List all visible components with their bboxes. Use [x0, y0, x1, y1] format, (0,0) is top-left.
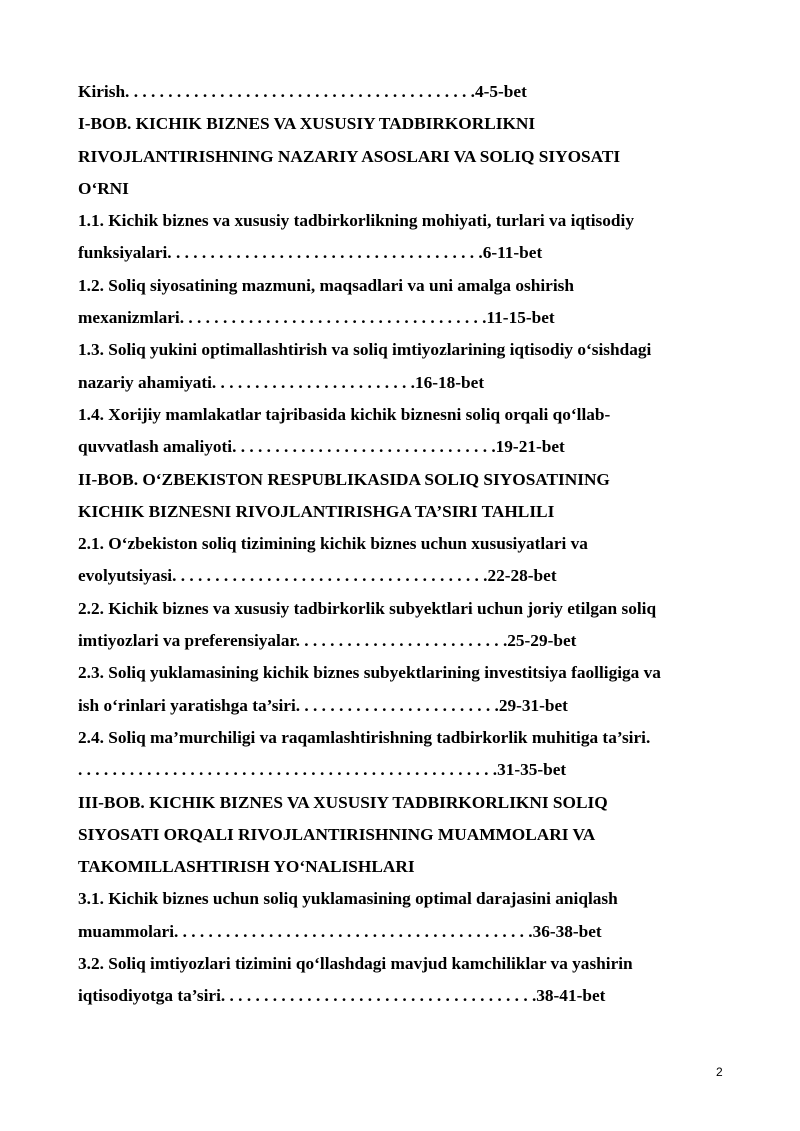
page-number: 2 — [716, 1065, 723, 1079]
toc-section-1-3: nazariy ahamiyati. . . . . . . . . . . . . . . . . . . . . . . .16-18-bet — [78, 372, 485, 392]
toc-section-1-1: 1.1. Kichik biznes va xususiy tadbirkorlikning mohiyati, turlari va iqtisodiy — [78, 211, 634, 231]
toc-chapter-3-heading: SIYOSATI ORQALI RIVOJLANTIRISHNING MUAMMOLARI VA — [78, 824, 596, 844]
toc-section-3-2: iqtisodiyotga ta’siri. . . . . . . . . . . . . . . . . . . . . . . . . . . . . . . . . . . . .38-41-bet — [78, 986, 606, 1006]
toc-section-1-2: mexanizmlari. . . . . . . . . . . . . . . . . . . . . . . . . . . . . . . . . . . .11-15-bet — [78, 308, 555, 328]
toc-section-2-1: 2.1. O‘zbekiston soliq tizimining kichik biznes uchun xususiyatlari va — [78, 534, 588, 554]
toc-section-1-4: quvvatlash amaliyoti. . . . . . . . . . . . . . . . . . . . . . . . . . . . . . .19-21-bet — [78, 437, 565, 457]
toc-section-3-1: muammolari. . . . . . . . . . . . . . . . . . . . . . . . . . . . . . . . . . . . . . . . . .36-38-bet — [78, 921, 602, 941]
toc-section-3-1: 3.1. Kichik biznes uchun soliq yuklamasining optimal darajasini aniqlash — [78, 889, 618, 909]
toc-chapter-1-heading: I-BOB. KICHIK BIZNES VA XUSUSIY TADBIRKORLIKNI — [78, 114, 536, 134]
toc-section-1-3: 1.3. Soliq yukini optimallashtirish va soliq imtiyozlarining iqtisodiy o‘sishdagi — [78, 340, 652, 360]
toc-section-2-4: 2.4. Soliq ma’murchiligi va raqamlashtirishning tadbirkorlik muhitiga ta’siri. — [78, 727, 651, 747]
toc-section-2-4: . . . . . . . . . . . . . . . . . . . . . . . . . . . . . . . . . . . . . . . . . . . . . . . . .31-35-bet — [78, 760, 567, 780]
toc-section-2-3: 2.3. Soliq yuklamasining kichik biznes subyektlarining investitsiya faolligiga va — [78, 663, 661, 683]
toc-chapter-1-heading: RIVOJLANTIRISHNING NAZARIY ASOSLARI VA SOLIQ SIYOSATI — [78, 146, 621, 166]
toc-section-1-2: 1.2. Soliq siyosatining mazmuni, maqsadlari va uni amalga oshirish — [78, 275, 574, 295]
toc-chapter-2-heading: II-BOB. O‘ZBEKISTON RESPUBLIKASIDA SOLIQ SIYOSATINING — [78, 469, 610, 489]
toc-chapter-2-heading: KICHIK BIZNESNI RIVOJLANTIRISHGA TA’SIRI TAHLILI — [78, 501, 555, 521]
toc-chapter-3-heading: III-BOB. KICHIK BIZNES VA XUSUSIY TADBIRKORLIKNI SOLIQ — [78, 792, 608, 812]
table-of-contents — [78, 76, 728, 1013]
toc-section-2-1: evolyutsiyasi. . . . . . . . . . . . . . . . . . . . . . . . . . . . . . . . . . . . .22-28-bet — [78, 566, 557, 586]
toc-chapter-3-heading: TAKOMILLASHTIRISH YO‘NALISHLARI — [78, 857, 415, 877]
toc-introduction: Kirish. . . . . . . . . . . . . . . . . . . . . . . . . . . . . . . . . . . . . . . . .4-5-bet — [78, 82, 527, 101]
toc-section-2-3: ish o‘rinlari yaratishga ta’siri. . . . . . . . . . . . . . . . . . . . . . . .29-31-bet — [78, 695, 568, 715]
toc-section-1-1: funksiyalari. . . . . . . . . . . . . . . . . . . . . . . . . . . . . . . . . . . . .6-11-bet — [78, 243, 543, 263]
toc-section-2-2: 2.2. Kichik biznes va xususiy tadbirkorlik subyektlari uchun joriy etilgan soliq — [78, 598, 657, 618]
toc-section-1-4: 1.4. Xorijiy mamlakatlar tajribasida kichik biznesni soliq orqali qo‘llab- — [78, 404, 611, 424]
toc-section-3-2: 3.2. Soliq imtiyozlari tizimini qo‘llashdagi mavjud kamchiliklar va yashirin — [78, 954, 633, 974]
toc-section-2-2: imtiyozlari va preferensiyalar. . . . . . . . . . . . . . . . . . . . . . . . .25-29-bet — [78, 631, 577, 651]
toc-chapter-1-heading: O‘RNI — [78, 178, 129, 198]
